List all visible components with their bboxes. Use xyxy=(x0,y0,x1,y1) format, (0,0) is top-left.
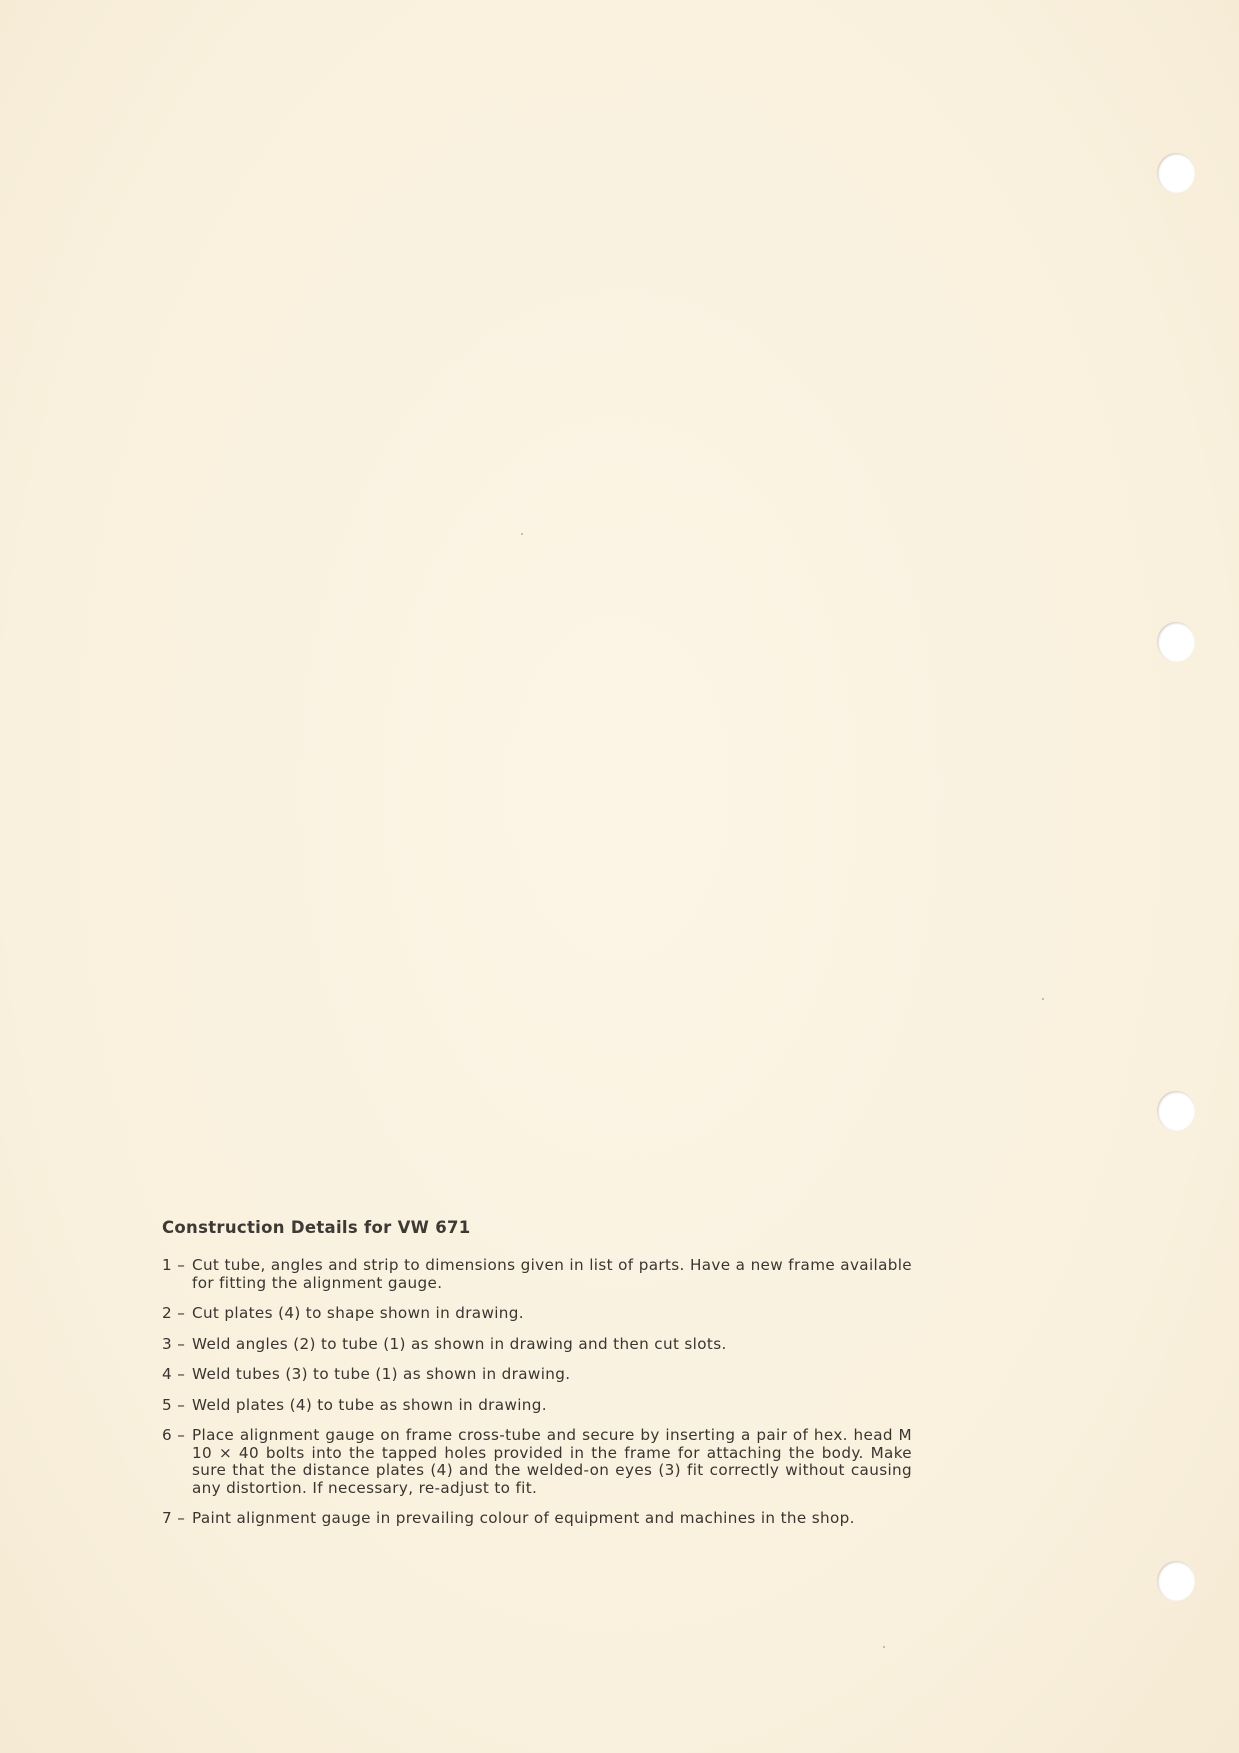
step-number: 5 – xyxy=(162,1395,186,1414)
punch-hole xyxy=(1157,1091,1195,1131)
step-number: 3 – xyxy=(162,1334,186,1353)
step-text: Weld tubes (3) to tube (1) as shown in drawing. xyxy=(192,1365,571,1383)
step-number: 1 – xyxy=(162,1256,186,1274)
step-number: 7 – xyxy=(162,1509,186,1527)
step-text: Weld plates (4) to tube as shown in drawing. xyxy=(192,1395,547,1414)
step-number: 2 – xyxy=(162,1304,186,1322)
punch-hole xyxy=(1157,1561,1195,1601)
paper-speck xyxy=(1042,998,1044,1000)
step-text: Cut tube, angles and strip to dimensions given in list of parts. Have a new frame available for fitting the alignment gauge. xyxy=(192,1256,912,1292)
list-item xyxy=(162,1257,912,1292)
construction-details xyxy=(162,1218,912,1541)
step-number: 6 – xyxy=(162,1426,186,1444)
list-item xyxy=(162,1305,912,1323)
paper-speck xyxy=(883,1646,885,1648)
step-text: Paint alignment gauge in prevailing colour of equipment and machines in the shop. xyxy=(192,1509,855,1527)
list-item xyxy=(162,1336,912,1354)
list-item xyxy=(162,1427,912,1497)
list-item xyxy=(162,1397,912,1415)
step-text: Cut plates (4) to shape shown in drawing. xyxy=(192,1304,524,1322)
step-number: 4 – xyxy=(162,1365,186,1383)
punch-hole xyxy=(1157,622,1195,662)
steps-list xyxy=(162,1257,912,1528)
step-text: Place alignment gauge on frame cross-tube and secure by inserting a pair of hex. head M 10 × 40 bolts into the tapped holes provided in the frame for attaching the body. Make sure that the distance plates (4) and the welded-on eyes (3) fit correctly without causing any distortion. If necessary, re-adjust to fit. xyxy=(192,1426,912,1497)
page-heading: Construction Details for VW 671 xyxy=(162,1218,471,1237)
list-item xyxy=(162,1366,912,1384)
punch-hole xyxy=(1157,153,1195,193)
paper-speck xyxy=(521,533,523,535)
list-item xyxy=(162,1510,912,1528)
step-text: Weld angles (2) to tube (1) as shown in drawing and then cut slots. xyxy=(192,1334,727,1353)
